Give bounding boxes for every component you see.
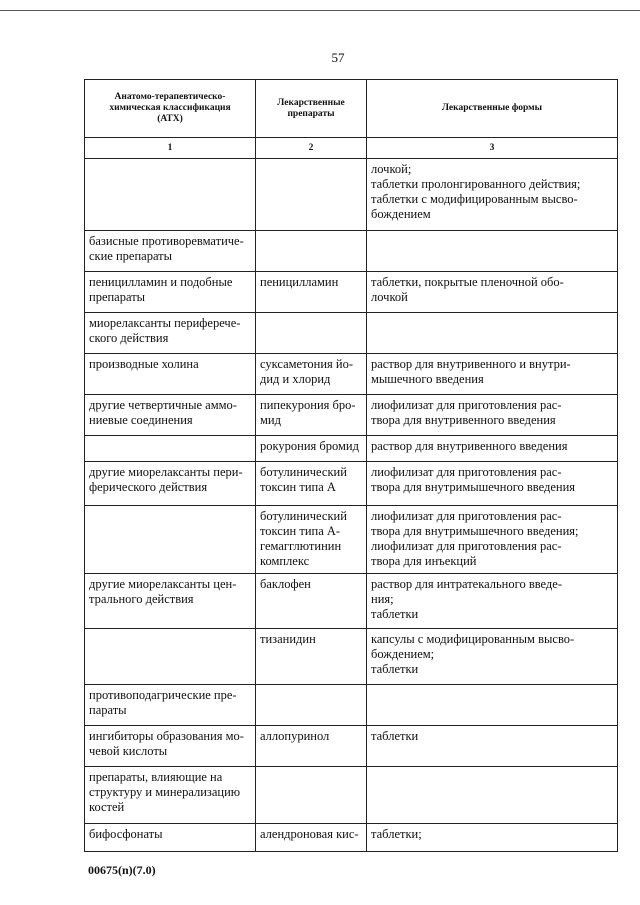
drug-cell (256, 767, 367, 824)
form-cell (367, 767, 618, 824)
form-cell: таблетки (367, 726, 618, 767)
drug-cell: аллопуринол (256, 726, 367, 767)
table-row (85, 574, 618, 629)
header-atc-classification: Анатомо-терапевтическо- химическая классификация (АТХ) (85, 80, 256, 138)
form-cell: лиофилизат для приготовления рас- твора для внутримышечного введения (367, 462, 618, 506)
header-dosage-forms: Лекарственные формы (367, 80, 618, 138)
table-row (85, 506, 618, 574)
drug-cell: пеницилламин (256, 272, 367, 313)
table-row (85, 726, 618, 767)
header-drugs: Лекарственные препараты (256, 80, 367, 138)
table-row (85, 462, 618, 506)
table-row (85, 272, 618, 313)
footer-document-code: 00675(n)(7.0) (88, 863, 156, 877)
page-number: 57 (331, 50, 345, 65)
atc-cell (85, 629, 256, 685)
drug-cell (256, 231, 367, 272)
table-row (85, 767, 618, 824)
form-cell (367, 313, 618, 354)
drug-cell: баклофен (256, 574, 367, 629)
table-row (85, 159, 618, 231)
form-cell: таблетки, покрытые пленочной обо- лочкой (367, 272, 618, 313)
table-row (85, 395, 618, 436)
drug-cell: рокурония бромид (256, 436, 367, 462)
form-cell: раствор для внутривенного введения (367, 436, 618, 462)
table-row (85, 629, 618, 685)
column-number: 3 (367, 138, 618, 159)
table-row (85, 354, 618, 395)
drug-cell (256, 313, 367, 354)
drug-cell (256, 159, 367, 231)
atc-cell: другие миорелаксанты пери- ферического действия (85, 462, 256, 506)
column-number: 1 (85, 138, 256, 159)
atc-cell: миорелаксанты периферече- ского действия (85, 313, 256, 354)
atc-cell: другие миорелаксанты цен- трального действия (85, 574, 256, 629)
column-number-row (85, 138, 618, 159)
form-cell: капсулы с модифицированным высво- бождением; таблетки (367, 629, 618, 685)
form-cell: лиофилизат для приготовления рас- твора для внутривенного введения (367, 395, 618, 436)
drug-classification-table (84, 79, 618, 852)
atc-cell: производные холина (85, 354, 256, 395)
drug-cell: тизанидин (256, 629, 367, 685)
atc-cell: другие четвертичные аммо- ниевые соединения (85, 395, 256, 436)
atc-cell: базисные противоревматиче- ские препараты (85, 231, 256, 272)
table-header-row (85, 80, 618, 138)
form-cell (367, 231, 618, 272)
drug-cell: ботулинический токсин типа А (256, 462, 367, 506)
atc-cell (85, 436, 256, 462)
table-row (85, 313, 618, 354)
table-row (85, 231, 618, 272)
atc-cell: ингибиторы образования мо- чевой кислоты (85, 726, 256, 767)
drug-cell: ботулинический токсин типа А- гемагглютинин комплекс (256, 506, 367, 574)
form-cell: лиофилизат для приготовления рас- твора для внутримышечного введения; лиофилизат для приготовления рас- твора для инъекций (367, 506, 618, 574)
top-rule (0, 10, 640, 11)
form-cell: лочкой; таблетки пролонгированного действия; таблетки с модифицированным высво- бождением (367, 159, 618, 231)
atc-cell (85, 159, 256, 231)
form-cell: раствор для интратекального введе- ния; таблетки (367, 574, 618, 629)
drug-cell: алендроновая кис- (256, 824, 367, 852)
atc-cell: препараты, влияющие на структуру и минерализацию костей (85, 767, 256, 824)
form-cell: раствор для внутривенного и внутри- мышечного введения (367, 354, 618, 395)
drug-cell: суксаметония йо- дид и хлорид (256, 354, 367, 395)
form-cell: таблетки; (367, 824, 618, 852)
atc-cell: бифосфонаты (85, 824, 256, 852)
table-row (85, 436, 618, 462)
drug-cell (256, 685, 367, 726)
atc-cell: пеницилламин и подобные препараты (85, 272, 256, 313)
table-row (85, 685, 618, 726)
form-cell (367, 685, 618, 726)
column-number: 2 (256, 138, 367, 159)
atc-cell: противоподагрические пре- параты (85, 685, 256, 726)
atc-cell (85, 506, 256, 574)
drug-cell: пипекурония бро- мид (256, 395, 367, 436)
table-row (85, 824, 618, 852)
